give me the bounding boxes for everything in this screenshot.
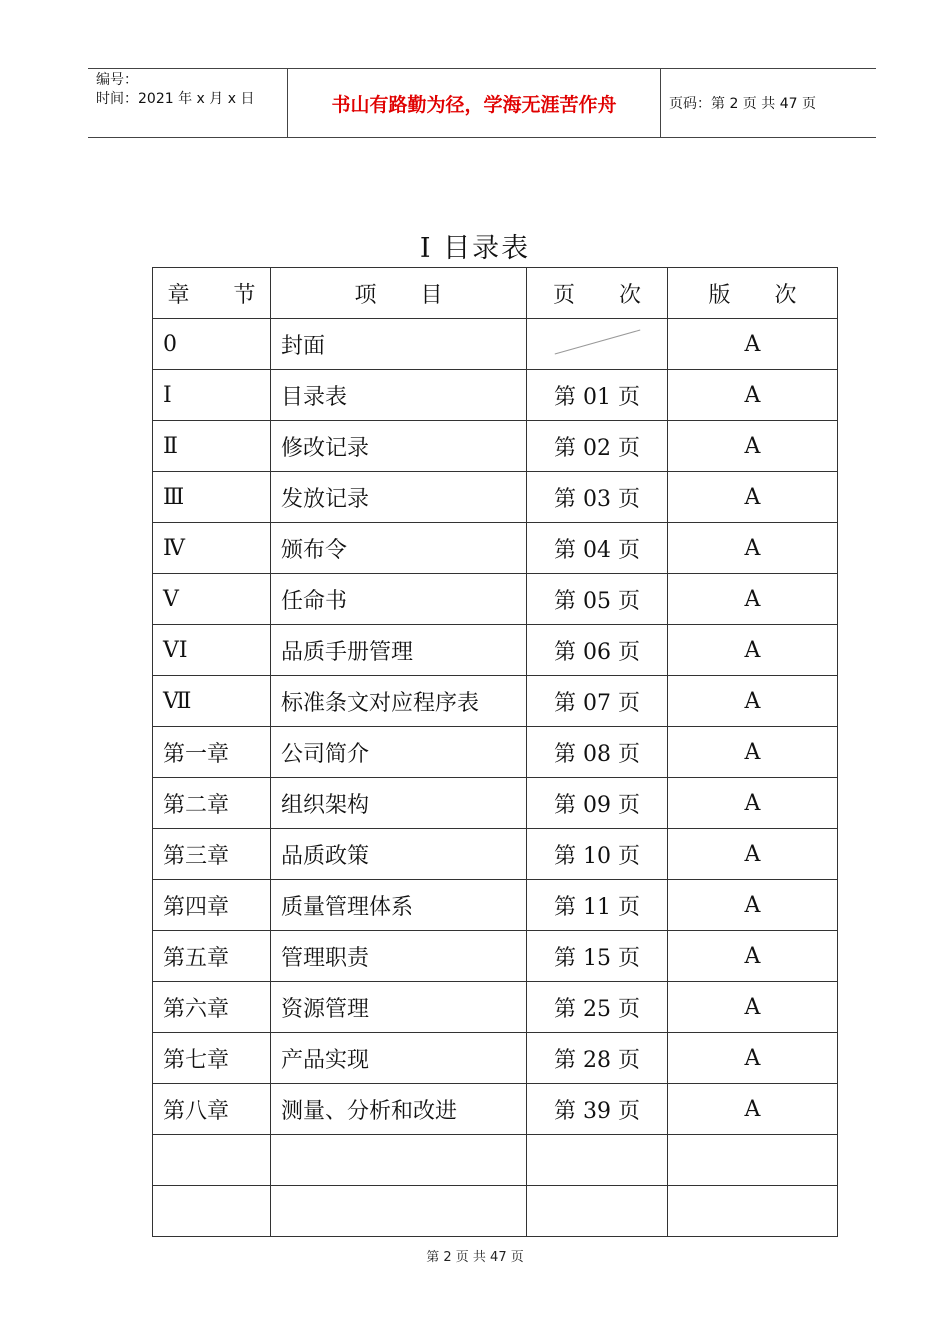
item-cell: 发放记录 — [271, 472, 527, 523]
chapter-cell: 第三章 — [153, 829, 271, 880]
chapter-cell: 第四章 — [153, 880, 271, 931]
header-page: 页 次 — [527, 268, 668, 319]
item-cell: 品质手册管理 — [271, 625, 527, 676]
page-cell: 第 28 页 — [527, 1033, 668, 1084]
item-cell: 质量管理体系 — [271, 880, 527, 931]
item-cell: 品质政策 — [271, 829, 527, 880]
chapter-cell: Ⅴ — [153, 574, 271, 625]
page-title: Ⅰ 目录表 — [419, 233, 531, 264]
page-cell: 第 02 页 — [527, 421, 668, 472]
table-row — [153, 931, 838, 982]
item-cell: 目录表 — [271, 370, 527, 421]
header-meta — [96, 71, 286, 109]
page-cell — [527, 319, 668, 370]
table-row — [153, 778, 838, 829]
item-cell — [271, 1186, 527, 1237]
version-cell: A — [668, 574, 838, 625]
table-row — [153, 370, 838, 421]
version-cell — [668, 1135, 838, 1186]
item-cell: 管理职责 — [271, 931, 527, 982]
chapter-cell: 第一章 — [153, 727, 271, 778]
version-cell: A — [668, 676, 838, 727]
table-row — [153, 829, 838, 880]
chapter-cell: 0 — [153, 319, 271, 370]
chapter-cell — [153, 1135, 271, 1186]
item-cell — [271, 1135, 527, 1186]
item-cell: 修改记录 — [271, 421, 527, 472]
chapter-cell: Ⅲ — [153, 472, 271, 523]
chapter-cell: 第八章 — [153, 1084, 271, 1135]
header-page-info: 页码：第 2 页 共 47 页 — [669, 96, 816, 112]
item-cell: 标准条文对应程序表 — [271, 676, 527, 727]
item-cell: 组织架构 — [271, 778, 527, 829]
page-cell: 第 08 页 — [527, 727, 668, 778]
page-cell: 第 01 页 — [527, 370, 668, 421]
page-cell: 第 09 页 — [527, 778, 668, 829]
version-cell: A — [668, 727, 838, 778]
chapter-cell: 第五章 — [153, 931, 271, 982]
table-row — [153, 523, 838, 574]
version-cell: A — [668, 523, 838, 574]
header-motto: 书山有路勤为径，学海无涯苦作舟 — [287, 69, 661, 137]
page-cell: 第 03 页 — [527, 472, 668, 523]
page-cell: 第 06 页 — [527, 625, 668, 676]
chapter-cell: 第六章 — [153, 982, 271, 1033]
version-cell: A — [668, 625, 838, 676]
table-row — [153, 472, 838, 523]
page-cell: 第 05 页 — [527, 574, 668, 625]
table-row — [153, 982, 838, 1033]
document-number-label: 编号： — [96, 72, 138, 88]
version-cell: A — [668, 880, 838, 931]
page-cell: 第 15 页 — [527, 931, 668, 982]
chapter-cell: Ⅰ — [153, 370, 271, 421]
version-cell: A — [668, 319, 838, 370]
page-cell: 第 10 页 — [527, 829, 668, 880]
version-cell: A — [668, 931, 838, 982]
chapter-cell: 第七章 — [153, 1033, 271, 1084]
chapter-cell: Ⅳ — [153, 523, 271, 574]
version-cell: A — [668, 370, 838, 421]
page-cell: 第 07 页 — [527, 676, 668, 727]
table-row — [153, 1084, 838, 1135]
table-row — [153, 574, 838, 625]
item-cell: 资源管理 — [271, 982, 527, 1033]
header-version: 版 次 — [668, 268, 838, 319]
version-cell: A — [668, 982, 838, 1033]
version-cell: A — [668, 1084, 838, 1135]
table-row — [153, 880, 838, 931]
diagonal-line-mark — [527, 319, 667, 369]
chapter-cell — [153, 1186, 271, 1237]
toc-header-row — [153, 268, 838, 319]
table-row — [153, 676, 838, 727]
table-row — [153, 319, 838, 370]
chapter-cell: 第二章 — [153, 778, 271, 829]
version-cell: A — [668, 472, 838, 523]
page-header — [88, 68, 876, 138]
page-cell — [527, 1186, 668, 1237]
page-cell: 第 04 页 — [527, 523, 668, 574]
table-row — [153, 421, 838, 472]
table-row — [153, 625, 838, 676]
version-cell: A — [668, 778, 838, 829]
version-cell — [668, 1186, 838, 1237]
table-row — [153, 1135, 838, 1186]
chapter-cell: Ⅱ — [153, 421, 271, 472]
header-chapter: 章 节 — [153, 268, 271, 319]
header-item: 项 目 — [271, 268, 527, 319]
version-cell: A — [668, 421, 838, 472]
toc-body — [153, 268, 838, 1237]
item-cell: 颁布令 — [271, 523, 527, 574]
page-cell — [527, 1135, 668, 1186]
table-row — [153, 1186, 838, 1237]
version-cell: A — [668, 1033, 838, 1084]
item-cell: 封面 — [271, 319, 527, 370]
page-cell: 第 25 页 — [527, 982, 668, 1033]
page-footer: 第 2 页 共 47 页 — [426, 1250, 524, 1265]
document-date: 时间：2021 年 x 月 x 日 — [96, 91, 255, 107]
page-cell: 第 39 页 — [527, 1084, 668, 1135]
chapter-cell: Ⅶ — [153, 676, 271, 727]
item-cell: 测量、分析和改进 — [271, 1084, 527, 1135]
version-cell: A — [668, 829, 838, 880]
page-cell: 第 11 页 — [527, 880, 668, 931]
item-cell: 任命书 — [271, 574, 527, 625]
chapter-cell: VI — [153, 625, 271, 676]
toc-table — [152, 267, 838, 1237]
item-cell: 产品实现 — [271, 1033, 527, 1084]
table-row — [153, 1033, 838, 1084]
item-cell: 公司简介 — [271, 727, 527, 778]
table-row — [153, 727, 838, 778]
